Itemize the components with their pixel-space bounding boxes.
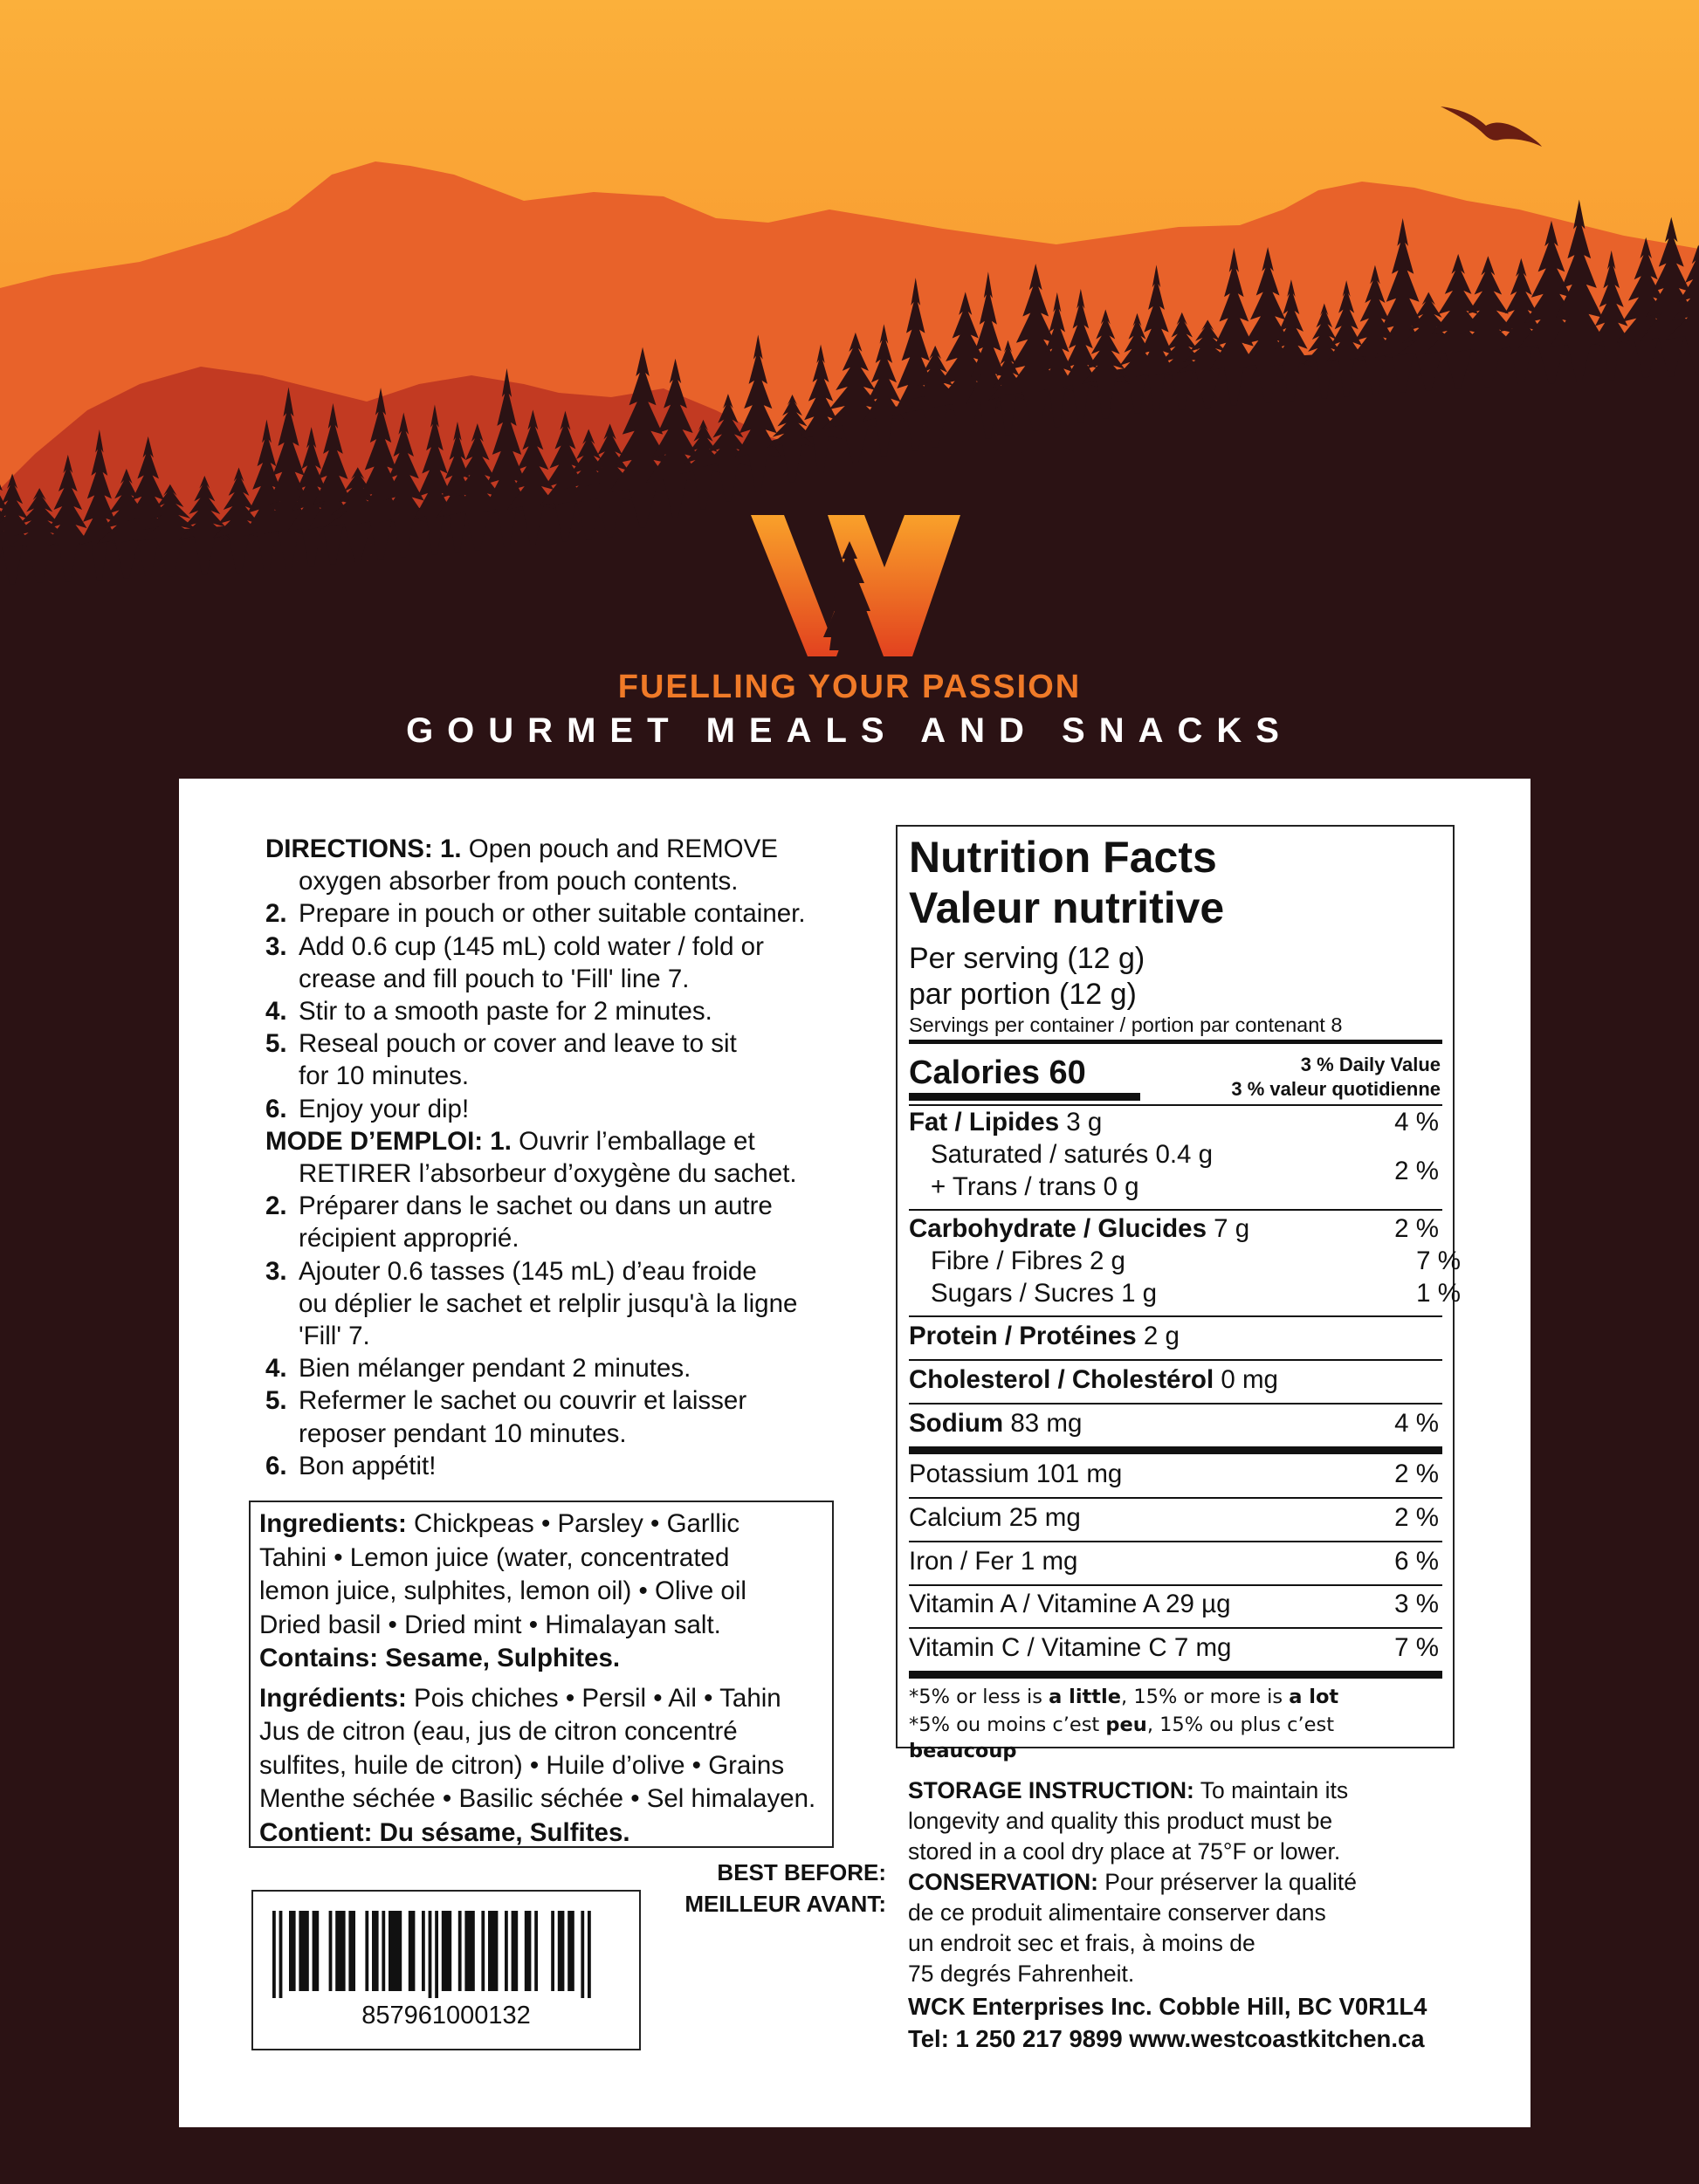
carb-row: [909, 1212, 1442, 1245]
direction-text: for 10 minutes.: [299, 1061, 470, 1091]
sodium-label: Sodium: [909, 1409, 1004, 1438]
barcode: [251, 1890, 641, 2050]
direction-text: Prepare in pouch or other suitable container.: [299, 899, 806, 929]
dv-en: 3 % Daily Value: [1300, 1054, 1441, 1075]
direction-line: [265, 1190, 842, 1222]
direction-step-number: 2.: [265, 1192, 287, 1221]
company-info: [908, 1990, 1519, 2055]
vitamin-a-label: Vitamin A / Vitamine A 29 µg: [909, 1590, 1231, 1618]
direction-line: [265, 1222, 842, 1254]
barcode-number: 857961000132: [361, 2002, 531, 2029]
direction-line: [265, 995, 842, 1027]
calcium-row: [909, 1501, 1442, 1534]
subtitle: GOURMET MEALS AND SNACKS: [406, 711, 1293, 750]
divider: [909, 1315, 1442, 1317]
direction-text: Préparer dans le sachet ou dans un autre: [299, 1192, 773, 1221]
direction-heading: DIRECTIONS: 1.: [265, 834, 462, 863]
sugars-row: [909, 1277, 1464, 1309]
mountain-forest-scene: [0, 0, 1699, 786]
direction-line: [265, 1384, 842, 1417]
divider: [909, 1209, 1442, 1211]
iron-label: Iron / Fer 1 mg: [909, 1547, 1078, 1576]
direction-line: [265, 833, 842, 865]
direction-line: [265, 963, 842, 995]
direction-text: Reseal pouch or cover and leave to sit: [299, 1029, 737, 1059]
calcium-label: Calcium 25 mg: [909, 1503, 1081, 1532]
sat-trans-dv: 2 %: [1394, 1157, 1439, 1185]
calcium-dv: 2 %: [1394, 1503, 1439, 1532]
saturated-row: Saturated / saturés 0.4 g: [931, 1140, 1214, 1169]
iron-dv: 6 %: [1394, 1547, 1439, 1576]
divider: [909, 1541, 1442, 1542]
best-before-fr: MEILLEUR AVANT:: [684, 1891, 886, 1917]
storage-instructions: [908, 1775, 1519, 1989]
divider: [909, 1627, 1442, 1629]
vitamin-c-label: Vitamin C / Vitamine C 7 mg: [909, 1633, 1232, 1662]
direction-line: [265, 1450, 842, 1482]
direction-step-number: 3.: [265, 931, 287, 961]
fat-dv: 4 %: [1394, 1108, 1439, 1137]
cholesterol-row: [909, 1363, 1442, 1396]
cholesterol-label: Cholesterol / Cholestérol: [909, 1365, 1214, 1394]
vitamin-c-row: [909, 1631, 1442, 1664]
footnote-fr-part: , 15% ou plus c’est: [1146, 1714, 1335, 1736]
contains-fr: Contient: Du sésame, Sulfites.: [259, 1817, 630, 1847]
footnote-en: [909, 1684, 1442, 1710]
direction-step-number: 5.: [265, 1029, 287, 1059]
direction-line: [265, 1255, 842, 1288]
direction-line: [265, 865, 842, 897]
direction-text: Add 0.6 cup (145 mL) cold water / fold or: [299, 931, 764, 961]
dv-fr: 3 % valeur quotidienne: [1231, 1078, 1441, 1100]
ingredients-fr-label: Ingrédients:: [259, 1683, 407, 1713]
direction-step-number: 5.: [265, 1386, 287, 1416]
divider: [909, 1403, 1442, 1404]
direction-text: Refermer le sachet ou couvrir et laisser: [299, 1386, 747, 1416]
company-contact: Tel: 1 250 217 9899 www.westcoastkitchen.ca: [908, 2025, 1425, 2052]
storage-fr-line: de ce produit alimentaire conserver dans: [908, 1899, 1326, 1926]
serving-en: Per serving (12 g): [909, 942, 1145, 975]
barcode-bars: [272, 1911, 622, 1998]
vitamin-a-dv: 3 %: [1394, 1590, 1439, 1618]
direction-step-number: 6.: [265, 1451, 287, 1480]
direction-step-number: 3.: [265, 1256, 287, 1286]
footnote-en-part: , 15% or more is: [1121, 1686, 1290, 1708]
direction-line: [265, 931, 842, 963]
direction-text: Bien mélanger pendant 2 minutes.: [299, 1354, 691, 1384]
directions: [265, 833, 842, 1482]
potassium-dv: 2 %: [1394, 1459, 1439, 1488]
direction-text: oxygen absorber from pouch contents.: [299, 867, 739, 896]
nutrition-title: [909, 832, 1442, 933]
direction-text: reposer pendant 10 minutes.: [299, 1418, 627, 1448]
fibre-row: [909, 1245, 1464, 1277]
fat-label: Fat / Lipides: [909, 1108, 1060, 1137]
carb-dv: 2 %: [1394, 1214, 1439, 1243]
calories: Calories 60: [909, 1054, 1086, 1091]
direction-line: [265, 1093, 842, 1125]
ingredients-en-line: Tahini • Lemon juice (water, concentrated: [259, 1542, 730, 1572]
fat-row: [909, 1106, 1442, 1138]
direction-text: Ouvrir l’emballage et: [519, 1126, 755, 1156]
cholesterol-amount: 0 mg: [1214, 1365, 1278, 1394]
direction-text: Enjoy your dip!: [299, 1094, 470, 1123]
fibre-label: Fibre / Fibres 2 g: [931, 1247, 1125, 1275]
direction-text: ou déplier le sachet et relplir jusqu'à la ligne: [299, 1288, 798, 1318]
direction-text: Open pouch and REMOVE: [468, 834, 778, 863]
ingredients-en-line: lemon juice, sulphites, lemon oil) • Olive oil: [259, 1576, 746, 1605]
serving-fr: par portion (12 g): [909, 978, 1137, 1011]
sodium-dv: 4 %: [1394, 1409, 1439, 1438]
direction-text: RETIRER l’absorbeur d’oxygène du sachet.: [299, 1159, 797, 1189]
sugars-dv: 1 %: [1416, 1279, 1461, 1308]
direction-step-number: 4.: [265, 1354, 287, 1384]
divider: [909, 1040, 1442, 1044]
footnote-fr-part: *5% ou moins c’est: [909, 1714, 1106, 1736]
storage-en-label: STORAGE INSTRUCTION:: [908, 1777, 1194, 1803]
footnote-fr-part: peu: [1105, 1714, 1147, 1736]
ingredients-en-label: Ingredients:: [259, 1509, 407, 1538]
nutrition-facts: [896, 825, 1461, 1762]
direction-line: [265, 1157, 842, 1190]
ingredients-fr-line: Menthe séchée • Basilic séchée • Sel himalayen.: [259, 1784, 816, 1813]
serving-size: [909, 941, 1442, 1013]
calories-underline: [909, 1093, 1140, 1101]
protein-label: Protein / Protéines: [909, 1322, 1137, 1350]
storage-fr-label: CONSERVATION:: [908, 1869, 1098, 1895]
footnote-fr-part: beaucoup: [909, 1740, 1017, 1762]
storage-fr-line: 75 degrés Fahrenheit.: [908, 1961, 1135, 1987]
protein-amount: 2 g: [1136, 1322, 1180, 1350]
ingredients-fr-line: Jus de citron (eau, jus de citron concentré: [259, 1717, 738, 1746]
ingredients-fr-line: Pois chiches • Persil • Ail • Tahin: [406, 1683, 781, 1713]
ingredients-fr-line: sulfites, huile de citron) • Huile d’olive • Grains: [259, 1750, 785, 1780]
divider: [909, 1359, 1442, 1361]
contains-en: Contains: Sesame, Sulphites.: [259, 1644, 621, 1672]
footnote-en-part: a little: [1049, 1686, 1122, 1708]
trans-row: + Trans / trans 0 g: [931, 1172, 1139, 1201]
direction-line: [265, 1288, 842, 1320]
sodium-amount: 83 mg: [1003, 1409, 1083, 1438]
nutrition-title-en: Nutrition Facts: [909, 833, 1217, 882]
company-address: WCK Enterprises Inc. Cobble Hill, BC V0R1L4: [908, 1993, 1427, 2020]
carb-label: Carbohydrate / Glucides: [909, 1214, 1207, 1243]
direction-heading: MODE D’EMPLOI: 1.: [265, 1126, 512, 1156]
divider: [909, 1497, 1442, 1499]
storage-fr-line: Pour préserver la qualité: [1097, 1869, 1357, 1895]
ingredients-en-line: Chickpeas • Parsley • Garllic: [406, 1509, 740, 1538]
direction-text: crease and fill pouch to 'Fill' line 7.: [299, 964, 690, 993]
footnote-en-part: *5% or less is: [909, 1686, 1049, 1708]
servings-per-container: Servings per container / portion par contenant 8: [909, 1013, 1343, 1036]
direction-line: [265, 1027, 842, 1060]
potassium-label: Potassium 101 mg: [909, 1459, 1123, 1488]
carb-amount: 7 g: [1206, 1214, 1250, 1243]
direction-line: [265, 897, 842, 930]
sugars-label: Sugars / Sucres 1 g: [931, 1279, 1158, 1308]
sodium-row: [909, 1407, 1442, 1439]
direction-line: [265, 1060, 842, 1092]
direction-step-number: 4.: [265, 997, 287, 1027]
ingredients-box: [249, 1501, 834, 1848]
thick-divider: [909, 1446, 1442, 1454]
storage-en-line: To maintain its: [1193, 1777, 1349, 1803]
protein-row: [909, 1320, 1442, 1352]
daily-value-header: [1231, 1053, 1441, 1102]
direction-text: Ajouter 0.6 tasses (145 mL) d’eau froide: [299, 1256, 757, 1286]
direction-text: Bon appétit!: [299, 1451, 437, 1480]
divider: [909, 1584, 1442, 1586]
storage-en-line: longevity and quality this product must be: [908, 1808, 1333, 1834]
ingredients-en-line: Dried basil • Dried mint • Himalayan salt.: [259, 1610, 721, 1639]
direction-line: [265, 1125, 842, 1157]
best-before: [650, 1857, 886, 1920]
direction-text: 'Fill' 7.: [299, 1322, 370, 1351]
storage-fr-line: un endroit sec et frais, à moins de: [908, 1930, 1255, 1956]
footnote-en-part: a lot: [1289, 1686, 1339, 1708]
footnote-fr: [909, 1712, 1442, 1764]
thick-divider: [909, 1671, 1442, 1679]
label-panel: [179, 779, 1530, 2127]
fibre-dv: 7 %: [1416, 1247, 1461, 1275]
potassium-row: [909, 1458, 1442, 1490]
iron-row: [909, 1545, 1442, 1577]
direction-text: Stir to a smooth paste for 2 minutes.: [299, 997, 712, 1027]
storage-en-line: stored in a cool dry place at 75°F or lower.: [908, 1838, 1341, 1865]
tagline: FUELLING YOUR PASSION: [617, 669, 1082, 705]
vitamin-c-dv: 7 %: [1394, 1633, 1439, 1662]
fat-amount: 3 g: [1059, 1108, 1103, 1137]
nutrition-title-fr: Valeur nutritive: [909, 883, 1225, 932]
direction-step-number: 2.: [265, 899, 287, 929]
direction-step-number: 6.: [265, 1094, 287, 1123]
vitamin-a-row: [909, 1588, 1442, 1620]
best-before-en: BEST BEFORE:: [717, 1859, 886, 1885]
direction-line: [265, 1418, 842, 1450]
direction-line: [265, 1352, 842, 1384]
direction-text: récipient approprié.: [299, 1224, 519, 1253]
direction-line: [265, 1320, 842, 1352]
